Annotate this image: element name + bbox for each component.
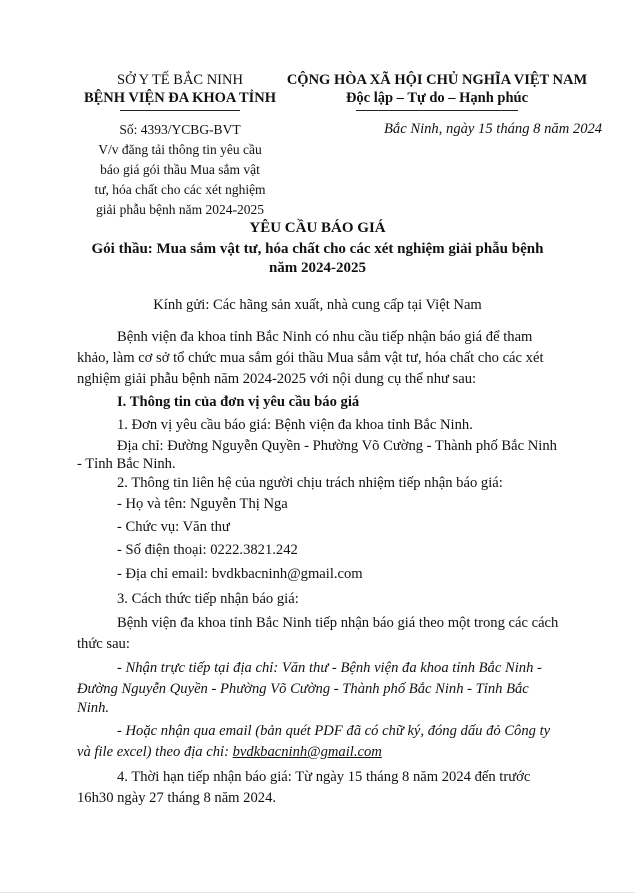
- method-2-line: - Hoặc nhận qua email (bản quét PDF đã có chữ ký, đóng dấu đỏ Công ty: [117, 723, 551, 739]
- document-title: YÊU CẦU BÁO GIÁ: [249, 220, 386, 236]
- contact-position: - Chức vụ: Văn thư: [117, 519, 230, 535]
- national-motto: Độc lập – Tự do – Hạnh phúc: [345, 90, 529, 106]
- method-1-line: - Nhận trực tiếp tại địa chỉ: Văn thư - Bệnh viện đa khoa tỉnh Bắc Ninh -: [117, 660, 542, 676]
- hospital-name: BỆNH VIỆN ĐA KHOA TỈNH: [83, 90, 277, 106]
- method-1-line: Ninh.: [77, 700, 110, 716]
- contact-phone: - Số điện thoại: 0222.3821.242: [117, 542, 298, 558]
- header-left-divider: [120, 110, 240, 111]
- recipient-line: Kính gửi: Các hãng sản xuất, nhà cung cấp tại Việt Nam: [153, 297, 482, 313]
- contact-email: - Địa chỉ email: bvdkbacninh@gmail.com: [117, 566, 363, 582]
- place-date: Bắc Ninh, ngày 15 tháng 8 năm 2024: [384, 121, 603, 137]
- contact-name: - Họ và tên: Nguyễn Thị Nga: [117, 496, 288, 512]
- intro-line: khảo, làm cơ sở tổ chức mua sắm gói thầu Mua sắm vật tư, hóa chất cho các xét: [77, 350, 544, 366]
- method-2-prefix: và file excel) theo địa chỉ:: [77, 744, 233, 760]
- intro-line: Bệnh viện đa khoa tỉnh Bắc Ninh có nhu cầu tiếp nhận báo giá để tham: [117, 329, 533, 345]
- subject-line: giải phẫu bệnh năm 2024-2025: [96, 202, 264, 217]
- subject-line: tư, hóa chất cho các xét nghiệm: [94, 182, 266, 197]
- subject-line: V/v đăng tải thông tin yêu cầu: [98, 142, 262, 157]
- item-1: 1. Đơn vị yêu cầu báo giá: Bệnh viện đa khoa tỉnh Bắc Ninh.: [117, 417, 473, 433]
- intro-line: nghiệm giải phẫu bệnh năm 2024-2025 với nội dung cụ thể như sau:: [77, 371, 477, 387]
- subject-line: báo giá gói thầu Mua sắm vật: [100, 162, 260, 177]
- document-subtitle: Gói thầu: Mua sắm vật tư, hóa chất cho các xét nghiệm giải phẫu bệnh: [91, 241, 544, 257]
- method-1-line: Đường Nguyễn Quyền - Phường Võ Cường - Thành phố Bắc Ninh - Tỉnh Bắc: [77, 681, 529, 697]
- agency-name: SỞ Y TẾ BẮC NINH: [117, 72, 243, 88]
- address-line: Địa chỉ: Đường Nguyễn Quyền - Phường Võ Cường - Thành phố Bắc Ninh: [117, 438, 557, 454]
- section-heading: I. Thông tin của đơn vị yêu cầu báo giá: [117, 394, 360, 410]
- item-4: 4. Thời hạn tiếp nhận báo giá: Từ ngày 15 tháng 8 năm 2024 đến trước: [117, 769, 531, 785]
- method-intro-line: Bệnh viện đa khoa tỉnh Bắc Ninh tiếp nhận báo giá theo một trong các cách: [117, 615, 559, 631]
- email-link[interactable]: bvdkbacninh@gmail.com: [232, 744, 382, 760]
- item-2: 2. Thông tin liên hệ của người chịu trách nhiệm tiếp nhận báo giá:: [117, 475, 503, 491]
- method-2-line: [77, 744, 382, 761]
- address-line: - Tỉnh Bắc Ninh.: [77, 456, 176, 472]
- document-number: Số: 4393/YCBG-BVT: [119, 122, 241, 137]
- document-subtitle: năm 2024-2025: [268, 260, 367, 276]
- method-intro-line: thức sau:: [77, 636, 130, 652]
- national-title: CỘNG HÒA XÃ HỘI CHỦ NGHĨA VIỆT NAM: [286, 72, 588, 88]
- item-4: 16h30 ngày 27 tháng 8 năm 2024.: [77, 790, 277, 806]
- item-3: 3. Cách thức tiếp nhận báo giá:: [117, 591, 299, 607]
- header-right-divider: [356, 110, 518, 111]
